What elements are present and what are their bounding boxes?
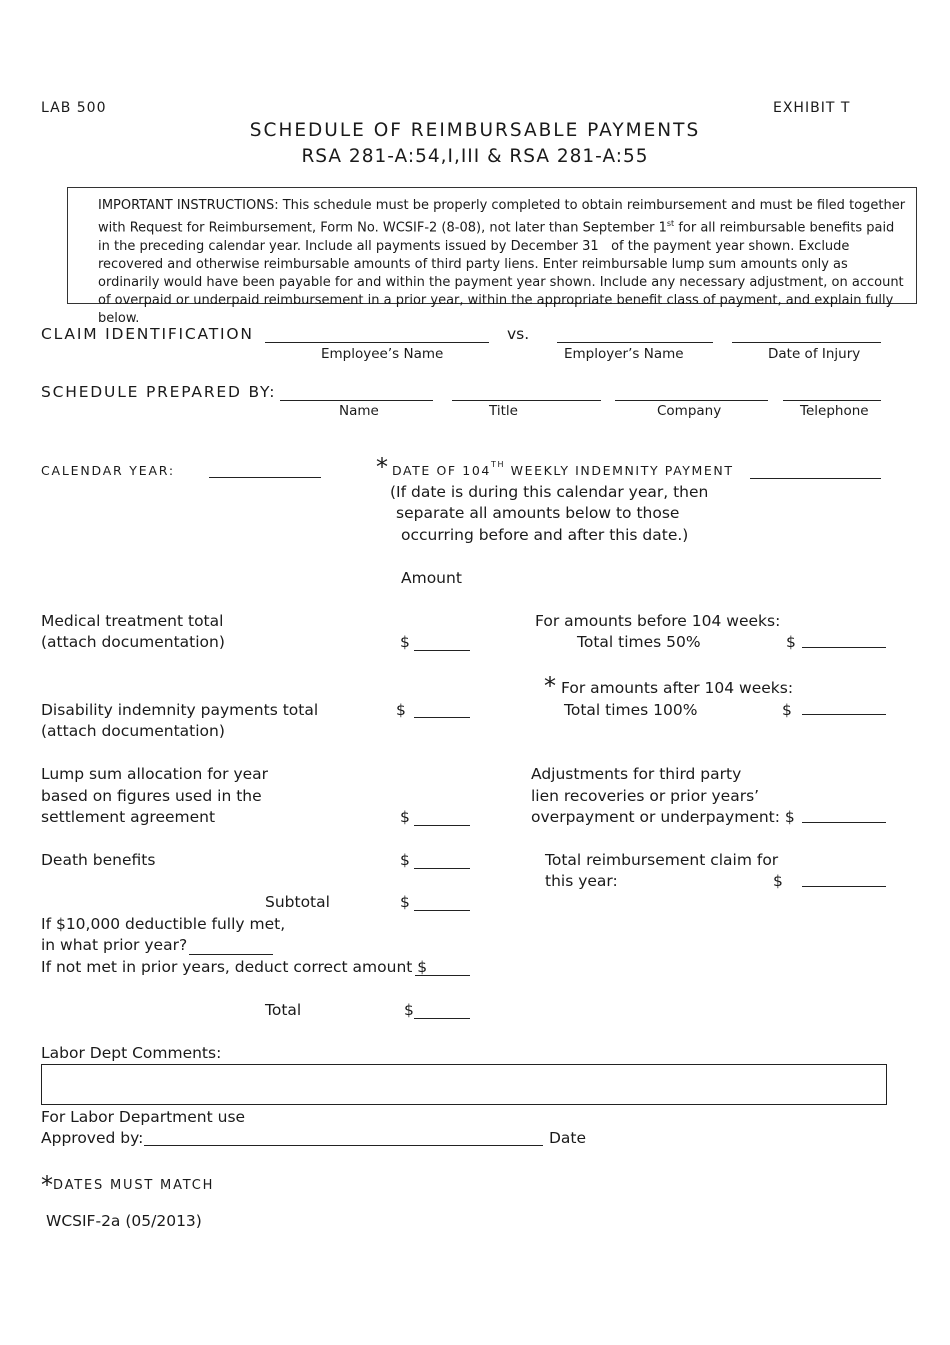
medical-amount-field[interactable] (414, 650, 470, 651)
comments-label: Labor Dept Comments: (41, 1044, 222, 1062)
title-caption: Title (489, 403, 518, 419)
vs-label: vs. (507, 325, 530, 343)
after-104-amount-field[interactable] (802, 714, 886, 715)
before-104-label-2: Total times 50% (577, 633, 701, 651)
instructions-body-1: This schedule must be properly completed to obtain reimbursement and must be filed together with Request for Reimbursement, Form No. WCSIF-2 (8-08), not later than September 1 (98, 198, 906, 236)
deduct-amount-field[interactable] (415, 975, 470, 976)
before-104-amount-field[interactable] (802, 647, 886, 648)
death-amount-field[interactable] (414, 868, 470, 869)
claim-identification-label: CLAIM IDENTIFICATION (41, 325, 254, 343)
exhibit-label: EXHIBIT T (773, 100, 851, 116)
comments-box[interactable] (41, 1064, 887, 1105)
before-104-label-1: For amounts before 104 weeks: (535, 612, 781, 630)
death-dollar: $ (400, 851, 410, 869)
after-104-dollar: $ (782, 701, 792, 719)
adjustments-amount-field[interactable] (802, 822, 886, 823)
date-104th-field[interactable] (750, 478, 881, 479)
disability-amount-field[interactable] (414, 717, 470, 718)
employer-name-caption: Employer’s Name (564, 346, 684, 362)
page-title: SCHEDULE OF REIMBURSABLE PAYMENTS (249, 120, 701, 141)
total-claim-label-2: this year: (545, 872, 618, 890)
total-amount-field[interactable] (414, 1018, 470, 1019)
medical-dollar: $ (400, 633, 410, 651)
asterisk-icon: * (376, 453, 388, 481)
name-caption: Name (339, 403, 379, 419)
preparer-company-field[interactable] (615, 400, 768, 401)
company-caption: Company (657, 403, 722, 419)
adjustments-label-2: lien recoveries or prior years’ (531, 787, 760, 805)
date-of-injury-field[interactable] (732, 342, 881, 343)
lump-label-2: based on figures used in the (41, 787, 262, 805)
date-note-3: occurring before and after this date.) (401, 526, 689, 544)
prepared-by-label: SCHEDULE PREPARED BY: (41, 383, 277, 401)
telephone-caption: Telephone (800, 403, 869, 419)
after-104-label-2: Total times 100% (564, 701, 698, 719)
disability-dollar: $ (396, 701, 406, 719)
total-label: Total (265, 1001, 302, 1019)
asterisk-icon: * (544, 672, 556, 700)
subtotal-dollar: $ (400, 893, 410, 911)
asterisk-icon: * (41, 1171, 53, 1199)
amount-header: Amount (401, 569, 462, 587)
page-subtitle: RSA 281-A:54,I,III & RSA 281-A:55 (301, 146, 649, 167)
deductible-label-2: in what prior year? (41, 936, 188, 954)
approved-by-field[interactable] (144, 1145, 543, 1146)
before-104-dollar: $ (786, 633, 796, 651)
date-label: Date (549, 1129, 587, 1147)
date-104th-label-b: WEEKLY INDEMNITY PAYMENT (510, 463, 734, 479)
date-of-injury-caption: Date of Injury (768, 346, 861, 362)
preparer-name-field[interactable] (280, 400, 433, 401)
instructions-body-2: for all reimbursable benefits paid in the preceding calendar year. Include all payments issued by December 31 (98, 220, 895, 254)
date-104th-label-a: DATE OF 104 (392, 463, 491, 479)
date-note-2: separate all amounts below to those (396, 504, 680, 522)
total-claim-dollar: $ (773, 872, 783, 890)
form-code: LAB 500 (41, 100, 107, 116)
date-104th-label (392, 460, 734, 479)
instructions-text (98, 197, 910, 328)
lump-label-1: Lump sum allocation for year (41, 765, 269, 783)
medical-label-1: Medical treatment total (41, 612, 224, 630)
deductible-label-1: If $10,000 deductible fully met, (41, 915, 286, 933)
subtotal-amount-field[interactable] (414, 910, 470, 911)
employer-name-field[interactable] (557, 342, 713, 343)
instructions-sup: st (666, 219, 675, 229)
medical-label-2: (attach documentation) (41, 633, 225, 651)
after-104-label-1: For amounts after 104 weeks: (561, 679, 794, 697)
calendar-year-field[interactable] (209, 477, 321, 478)
instructions-box (67, 187, 917, 326)
lump-dollar: $ (400, 808, 410, 826)
preparer-telephone-field[interactable] (783, 400, 881, 401)
approved-by-label: Approved by: (41, 1129, 144, 1147)
subtotal-label: Subtotal (265, 893, 330, 911)
date-104th-sup: TH (490, 460, 506, 469)
total-claim-label-1: Total reimbursement claim for (545, 851, 779, 869)
deductible-year-field[interactable] (189, 954, 273, 955)
lump-amount-field[interactable] (414, 825, 470, 826)
adjustments-label-1: Adjustments for third party (531, 765, 742, 783)
dates-must-match-note: DATES MUST MATCH (53, 1178, 215, 1193)
lump-label-3: settlement agreement (41, 808, 216, 826)
employee-name-caption: Employee’s Name (321, 346, 444, 362)
labor-use-label: For Labor Department use (41, 1108, 246, 1126)
deductible-label-3: If not met in prior years, deduct correct amount $ (41, 958, 428, 976)
form-number: WCSIF-2a (05/2013) (46, 1212, 202, 1230)
total-claim-amount-field[interactable] (802, 886, 886, 887)
disability-label-2: (attach documentation) (41, 722, 225, 740)
disability-label-1: Disability indemnity payments total (41, 701, 319, 719)
instructions-lead: IMPORTANT INSTRUCTIONS: (98, 198, 279, 213)
date-note-1: (If date is during this calendar year, then (390, 483, 709, 501)
death-benefits-label: Death benefits (41, 851, 156, 869)
calendar-year-label: CALENDAR YEAR: (41, 463, 175, 478)
adjustments-label-3: overpayment or underpayment: $ (531, 808, 795, 826)
instructions-body-3: of the payment year shown. Exclude recovered and otherwise reimbursable amounts of third party liens. Enter reimbursable lump sum amounts only as ordinarily would have been payable for and within the payment year shown. Include any necessary adjustment, on account of overpaid or underpaid reimbursement in a prior year, within the appropriate benefit class of payment, and explain fully below. (98, 238, 904, 326)
total-dollar: $ (404, 1001, 414, 1019)
preparer-title-field[interactable] (452, 400, 601, 401)
employee-name-field[interactable] (265, 342, 489, 343)
